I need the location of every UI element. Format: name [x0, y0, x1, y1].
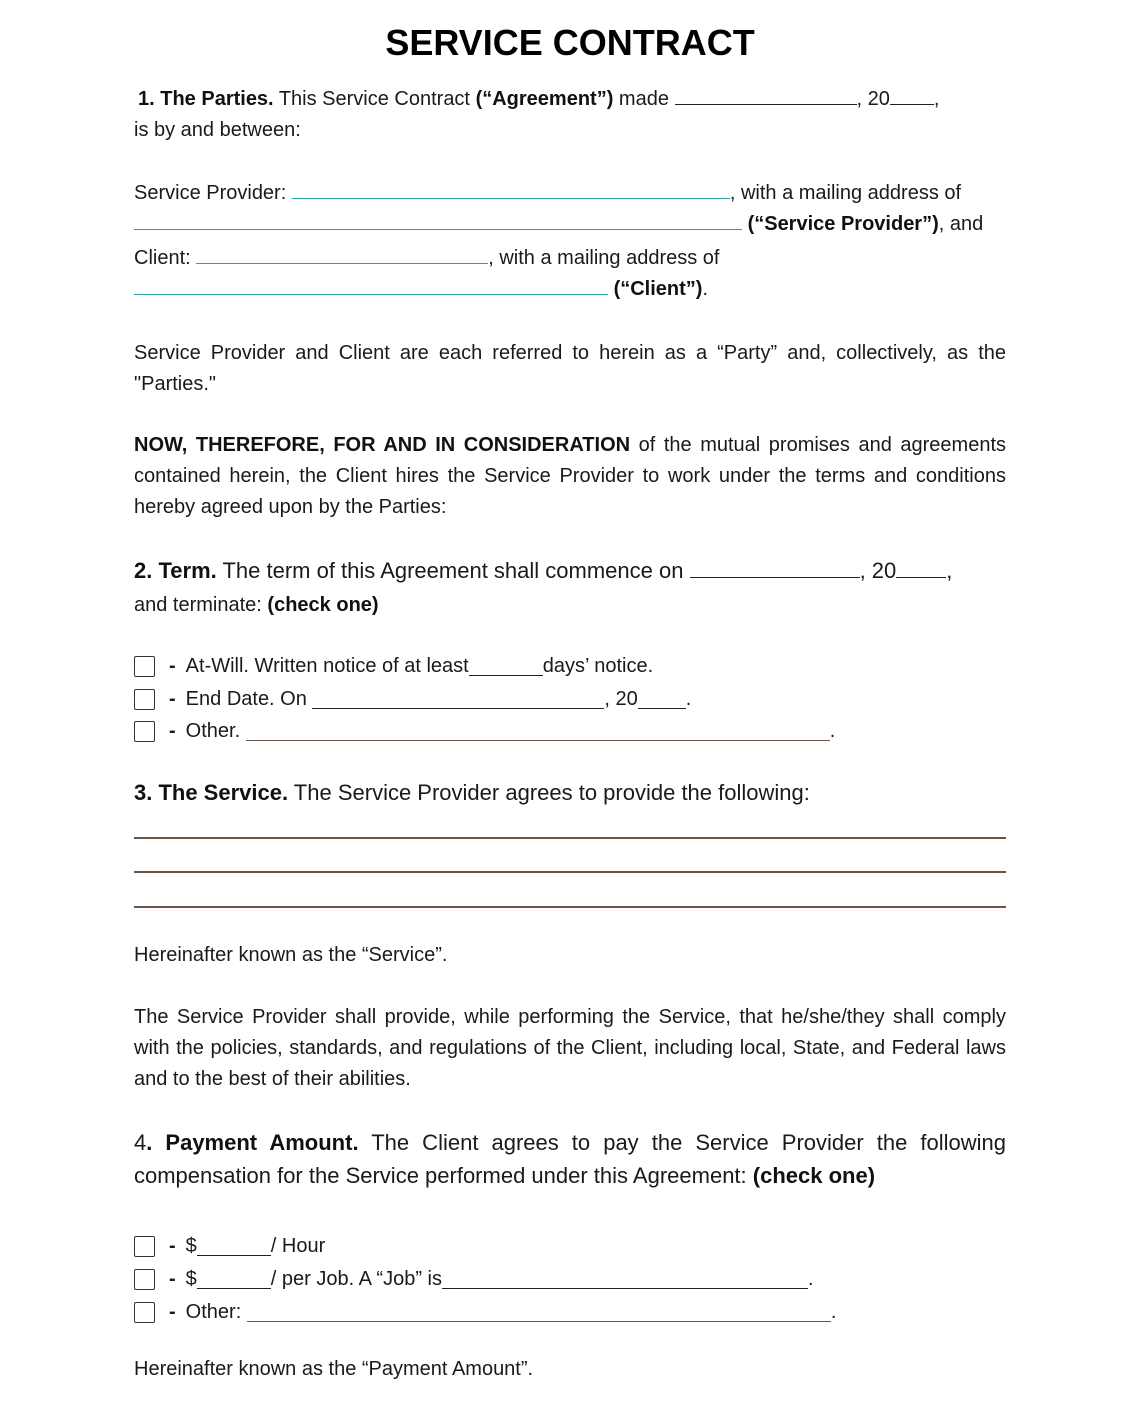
text: , 20: [859, 558, 897, 583]
hourly-checkbox[interactable]: [134, 1236, 155, 1257]
dash: -: [169, 687, 176, 710]
consideration-paragraph: [134, 430, 1006, 523]
text: At-Will. Written notice of at least: [185, 654, 469, 677]
document-title: SERVICE CONTRACT: [385, 22, 755, 63]
payment-other-blank[interactable]: [247, 1303, 831, 1322]
client-definition: (“Client”): [613, 278, 703, 300]
service-description-line-2[interactable]: [134, 871, 1006, 873]
term-other-blank[interactable]: [246, 722, 830, 741]
job-description-blank[interactable]: [442, 1270, 808, 1289]
payment-known-as: Hereinafter known as the “Payment Amount”.: [134, 1358, 534, 1380]
term-option-other: [134, 717, 835, 745]
text: .: [685, 687, 692, 710]
text: The Client agrees to pay the Service Provider the following compensation for the Service performed under this Agreement:: [134, 1130, 1006, 1188]
text: End Date. On: [185, 687, 307, 710]
text: made: [613, 88, 675, 110]
provider-name-blank[interactable]: [292, 180, 730, 199]
term-start-date-blank[interactable]: [690, 559, 860, 578]
agreement-year-blank[interactable]: [890, 86, 934, 105]
client-name-blank[interactable]: [196, 245, 488, 264]
compliance-paragraph: The Service Provider shall provide, while performing the Service, that he/she/they shall comply with the policies, standards, and regulations of the Client, including local, State, and Federal laws and to the best of their abilities.: [134, 1006, 1006, 1090]
text: of the mutual promises and agreements contained herein, the Client hires the Service Provider to work under the terms and conditions hereby agreed upon by the Parties:: [134, 434, 1006, 518]
provider-definition: (“Service Provider”): [747, 213, 939, 235]
dash: -: [169, 654, 176, 677]
service-clause: [134, 776, 1006, 809]
service-known-as: Hereinafter known as the “Service”.: [134, 944, 448, 966]
dash: -: [169, 1300, 176, 1323]
parties-heading: 1. The Parties.: [138, 88, 274, 110]
payment-heading: . Payment Amount.: [146, 1130, 359, 1155]
end-year-blank[interactable]: [638, 690, 686, 709]
payment-other-checkbox[interactable]: [134, 1302, 155, 1323]
text: , 20: [856, 88, 890, 110]
end-date-checkbox[interactable]: [134, 689, 155, 710]
text: , with a mailing address of: [488, 247, 720, 269]
per-job-checkbox[interactable]: [134, 1269, 155, 1290]
dash: -: [169, 1234, 176, 1257]
term-option-at-will: [134, 652, 653, 680]
text: is by and between:: [134, 119, 301, 141]
text: Other:: [185, 1300, 242, 1323]
dash: -: [169, 719, 176, 742]
notice-days-blank[interactable]: [469, 657, 543, 676]
text: .: [830, 1300, 837, 1323]
check-one-note: (check one): [267, 594, 379, 616]
job-rate-blank[interactable]: [197, 1270, 271, 1289]
text: , 20: [604, 687, 638, 710]
text: ,: [946, 558, 953, 583]
agreement-date-blank[interactable]: [675, 86, 857, 105]
text: , with a mailing address of: [729, 182, 962, 204]
payment-option-per-job: [134, 1265, 814, 1293]
party-definition-paragraph: Service Provider and Client are each referred to herein as a “Party” and, collectively, as the "Parties.": [134, 342, 1006, 395]
term-option-end-date: [134, 685, 691, 713]
text: Other.: [185, 719, 241, 742]
term-heading: 2. Term.: [134, 558, 217, 583]
service-description-line-1[interactable]: [134, 837, 1006, 839]
text: / per Job. A “Job” is: [270, 1267, 442, 1290]
service-description-line-3[interactable]: [134, 906, 1006, 908]
text: ,: [933, 88, 940, 110]
text: The term of this Agreement shall commence on: [216, 558, 690, 583]
term-clause: [134, 554, 1006, 622]
text: The Service Provider agrees to provide the following:: [288, 780, 810, 805]
text: .: [829, 719, 836, 742]
text: and terminate:: [134, 594, 268, 616]
client-label: Client:: [134, 247, 197, 269]
parties-details: [134, 178, 1006, 305]
service-heading: 3. The Service.: [134, 780, 289, 805]
text: , and: [938, 213, 984, 235]
check-one-note: (check one): [752, 1163, 876, 1188]
consideration-bold: NOW, THEREFORE, FOR AND IN CONSIDERATION: [134, 434, 631, 456]
text: This Service Contract: [273, 88, 476, 110]
text: $: [185, 1234, 197, 1257]
at-will-checkbox[interactable]: [134, 656, 155, 677]
text: .: [702, 278, 709, 300]
payment-option-hourly: [134, 1232, 325, 1260]
parties-clause: [134, 84, 1010, 146]
provider-label: Service Provider:: [134, 182, 292, 204]
text: 4: [134, 1130, 147, 1155]
term-start-year-blank[interactable]: [896, 559, 946, 578]
provider-address-blank[interactable]: [134, 211, 742, 230]
agreement-term: (“Agreement”): [475, 88, 614, 110]
text: $: [185, 1267, 197, 1290]
payment-option-other: [134, 1298, 836, 1326]
client-address-blank[interactable]: [134, 276, 608, 295]
text: days’ notice.: [542, 654, 654, 677]
text: .: [808, 1267, 814, 1290]
hourly-rate-blank[interactable]: [197, 1237, 271, 1256]
dash: -: [169, 1267, 176, 1290]
payment-clause: [134, 1126, 1006, 1192]
end-date-blank[interactable]: [312, 690, 604, 709]
text: / Hour: [270, 1234, 326, 1257]
term-other-checkbox[interactable]: [134, 721, 155, 742]
